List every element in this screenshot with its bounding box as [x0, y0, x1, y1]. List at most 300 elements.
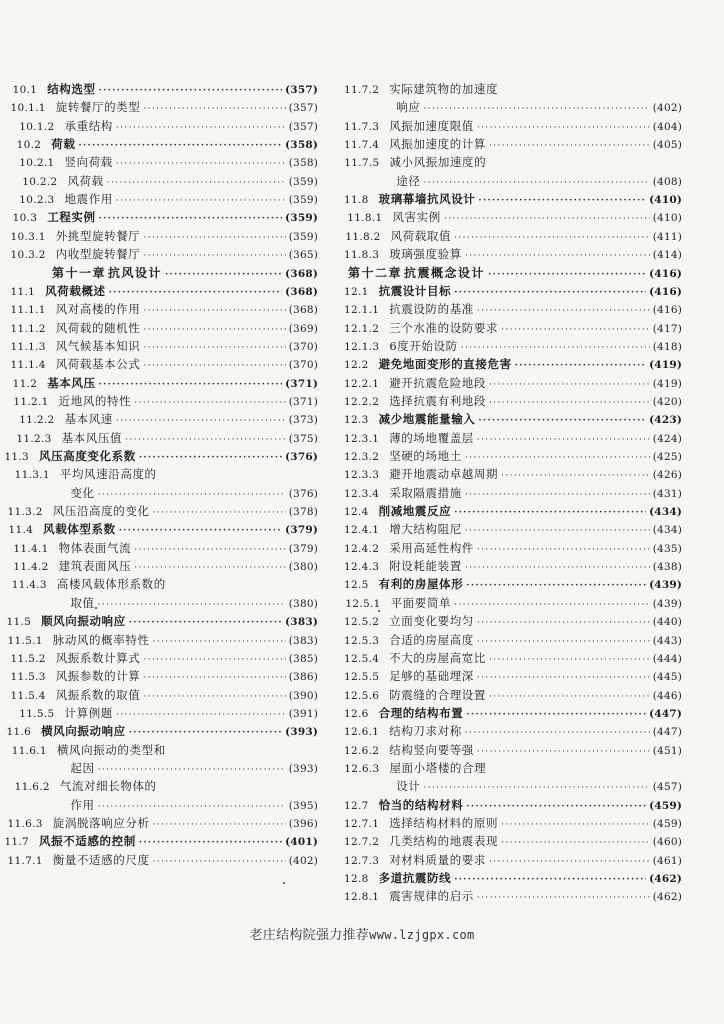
page-number: (435)	[652, 542, 682, 555]
page-number: (446)	[652, 689, 682, 702]
page-number: (402)	[288, 854, 318, 867]
toc-entry	[344, 338, 724, 355]
section-title: 风振加速度限值	[389, 118, 474, 133]
section-number: 11.2	[12, 377, 38, 390]
section-number: 11.1.4	[10, 359, 46, 372]
toc-entry	[344, 521, 724, 538]
section-number: 11.1.3	[10, 340, 46, 353]
page-number: (396)	[288, 818, 318, 830]
page-number: (390)	[288, 689, 318, 702]
section-title: 取值	[70, 595, 95, 610]
page-number: (447)	[649, 707, 682, 720]
section-number: 10.1.1	[10, 102, 46, 115]
section-number: 11.7.3	[344, 120, 380, 133]
toc-entry	[0, 99, 340, 116]
section-title: 起因	[70, 760, 95, 775]
toc-entry	[0, 852, 340, 869]
leader-dots	[465, 725, 650, 742]
page-number: (434)	[649, 506, 682, 519]
leader-dots	[501, 322, 650, 339]
leader-dots	[488, 267, 646, 284]
toc-entry	[0, 246, 340, 263]
section-number: 11.7.5	[344, 157, 380, 170]
leader-dots	[477, 670, 650, 687]
section-title: 平面要简单	[390, 595, 452, 610]
toc-entry	[344, 540, 724, 557]
page-number: (416)	[649, 285, 682, 298]
page-number: (371)	[285, 377, 318, 390]
page-number: (424)	[652, 432, 682, 445]
section-title: 合适的房屋高度	[389, 632, 474, 647]
page-number: (368)	[285, 267, 318, 280]
toc-entry	[344, 595, 724, 612]
page-number: (371)	[288, 395, 318, 408]
toc-entry	[0, 301, 340, 318]
toc-entry	[344, 632, 724, 649]
toc-entry	[344, 558, 724, 575]
leader-dots	[125, 432, 286, 449]
leader-dots	[454, 597, 650, 614]
toc-entry	[0, 283, 340, 300]
leader-dots	[478, 413, 646, 430]
page-number: (459)	[652, 818, 682, 830]
page-number: (439)	[652, 597, 682, 610]
section-number: 12.1.3	[344, 340, 380, 353]
toc-entry	[344, 136, 724, 153]
section-number: 11.6.3	[7, 818, 43, 830]
section-title: 采用高延性构件	[389, 540, 474, 555]
leader-dots	[134, 542, 286, 559]
leader-dots	[98, 597, 286, 614]
section-title: 衡量不适感的尺度	[52, 852, 150, 867]
section-number: 11.8.1	[347, 212, 383, 225]
toc-entry	[344, 742, 724, 759]
toc-entry	[344, 393, 724, 410]
leader-dots	[99, 377, 283, 394]
section-number: 11.5.4	[10, 689, 46, 702]
page-number: (445)	[652, 671, 682, 684]
toc-entry	[0, 632, 340, 649]
toc-entry	[0, 705, 340, 722]
section-title: 物体表面气流	[58, 540, 132, 555]
page-number: (393)	[285, 726, 318, 739]
leader-dots	[153, 505, 286, 522]
page-number: (386)	[288, 671, 318, 684]
page-number: (439)	[649, 579, 682, 592]
toc-entry	[344, 99, 724, 116]
section-number: 12.8.1	[344, 891, 380, 904]
section-title: 基本风压	[47, 375, 96, 390]
leader-dots	[478, 193, 646, 210]
page-number: (405)	[652, 139, 682, 152]
toc-entry	[344, 209, 724, 226]
page-number: (376)	[288, 487, 318, 500]
toc-entry	[344, 705, 724, 722]
page-number: (444)	[652, 652, 682, 665]
page-number: (410)	[649, 194, 682, 207]
leader-dots	[116, 156, 286, 173]
section-number: 12.2.2	[344, 395, 380, 408]
page-number: (457)	[652, 781, 682, 794]
section-title: 玻璃强度验算	[389, 247, 462, 262]
leader-dots	[143, 652, 285, 669]
section-number: 12.5.4	[344, 652, 380, 665]
page-number: (375)	[288, 432, 318, 445]
leader-dots	[454, 230, 650, 247]
leader-dots	[116, 707, 286, 724]
leader-dots	[134, 395, 286, 412]
section-number: 12.3	[344, 414, 369, 427]
section-number: 11.5	[6, 616, 32, 629]
toc-entry	[0, 154, 340, 171]
toc-chapter-entry	[344, 265, 724, 282]
section-number: 11.4.3	[11, 579, 47, 592]
leader-dots	[165, 267, 282, 284]
section-title: 足够的基础埋深	[389, 669, 474, 684]
toc-entry	[0, 375, 340, 392]
section-title: 竖向荷载	[64, 155, 113, 170]
leader-dots	[466, 799, 646, 816]
leader-dots	[489, 138, 650, 155]
footer-watermark	[0, 924, 724, 943]
section-title: 作用	[70, 797, 95, 812]
toc-entry	[344, 448, 724, 465]
section-title: 风振加速度的计算	[389, 137, 487, 152]
section-number: 12.1.1	[344, 304, 380, 317]
page-number: (417)	[652, 322, 682, 335]
toc-entry	[0, 430, 340, 447]
section-number: 10.2.3	[19, 194, 55, 207]
section-title: 风振不适感的控制	[39, 834, 136, 849]
scan-speck	[95, 607, 97, 609]
page-number: (461)	[652, 854, 682, 867]
toc-entry	[0, 595, 340, 612]
section-number: 11.6	[6, 726, 32, 739]
toc-chapter-entry	[0, 265, 340, 282]
toc-entry	[344, 154, 724, 171]
page-number: (447)	[652, 726, 682, 739]
page-number: (462)	[649, 873, 682, 886]
section-title: 屋面小塔楼的合理	[389, 760, 487, 775]
section-number: 12.1	[344, 285, 369, 298]
toc-entry	[344, 870, 724, 887]
leader-dots	[423, 175, 649, 192]
toc-entry	[344, 375, 724, 392]
toc-entry	[344, 320, 724, 337]
page-number: (462)	[652, 891, 682, 904]
leader-dots	[444, 211, 650, 228]
section-title: 附设耗能装置	[389, 559, 462, 574]
leader-dots	[78, 138, 282, 155]
toc-entry	[344, 356, 724, 373]
leader-dots	[461, 340, 650, 357]
section-number: 10.3.2	[10, 249, 46, 262]
section-title: 结构竖向要等强	[389, 742, 474, 757]
section-number: 10.2	[16, 139, 42, 152]
page-number: (416)	[652, 304, 682, 317]
page-number: (411)	[652, 230, 682, 243]
page-number: (414)	[652, 249, 682, 262]
page-number: (383)	[285, 616, 318, 629]
leader-dots	[143, 230, 285, 247]
page-number: (395)	[288, 799, 318, 812]
leader-dots	[465, 248, 650, 265]
toc-entry	[344, 613, 724, 630]
leader-dots	[119, 523, 282, 540]
section-title: 实际建筑物的加速度	[389, 82, 499, 96]
leader-dots	[465, 450, 650, 467]
section-title: 抗风设计	[108, 265, 163, 280]
leader-dots	[489, 395, 650, 412]
section-title: 建筑表面风压	[58, 559, 132, 574]
toc-entry	[0, 466, 340, 483]
section-number: 11.1.1	[10, 304, 46, 317]
section-title: 几类结构的地震表现	[389, 834, 499, 849]
section-number: 12.3.3	[344, 469, 380, 482]
section-number: 11.6.2	[14, 781, 50, 794]
page-number: (370)	[288, 359, 318, 372]
section-title: 高楼风载体形系数的	[56, 577, 166, 592]
leader-dots	[477, 615, 650, 632]
leader-dots	[98, 487, 286, 504]
leader-dots	[477, 303, 650, 320]
section-title: 减小风振加速度的	[389, 155, 487, 170]
toc-entry	[0, 136, 340, 153]
toc-entry	[0, 815, 340, 832]
leader-dots	[477, 634, 650, 651]
section-number: 12.7	[344, 799, 369, 812]
toc-entry	[0, 760, 340, 777]
section-title: 坚硬的场地土	[389, 449, 462, 463]
toc-entry	[0, 503, 340, 520]
section-number: 12.5.3	[344, 634, 380, 647]
leader-dots	[143, 689, 285, 706]
section-title: 风压沿高度的变化	[52, 504, 150, 519]
section-number: 11.5.5	[19, 707, 55, 720]
leader-dots	[489, 652, 650, 669]
section-title: 风害实例	[392, 210, 441, 225]
section-title: 风振系数的取值	[55, 687, 141, 702]
section-number: 12.8	[344, 873, 369, 886]
page-number: (376)	[285, 451, 318, 463]
leader-dots	[129, 725, 282, 742]
page-number: (378)	[288, 506, 318, 519]
section-title: 风载体型系数	[43, 522, 116, 537]
page-number: (440)	[652, 616, 682, 629]
leader-dots	[465, 487, 650, 504]
section-number: 11.2.1	[13, 395, 49, 408]
leader-dots	[116, 413, 286, 430]
toc-entry	[344, 503, 724, 520]
section-number: 12.4.3	[344, 561, 380, 574]
section-number: 11.4.2	[13, 561, 49, 574]
toc-entry	[344, 246, 724, 263]
section-number: 12.6.1	[344, 726, 380, 739]
section-title: 基本风压值	[61, 430, 123, 445]
toc-entry	[0, 797, 340, 814]
section-number: 11.1.2	[10, 322, 46, 335]
page-number: (438)	[652, 561, 682, 574]
toc-entry	[0, 668, 340, 685]
leader-dots	[423, 780, 649, 797]
section-title: 结构刀求对称	[389, 724, 462, 739]
section-number: 12.4	[344, 506, 369, 519]
section-number: 12.5.2	[344, 616, 380, 629]
leader-dots	[477, 542, 650, 559]
toc-entry	[344, 888, 724, 905]
section-title: 不大的房屋高宽比	[389, 650, 487, 665]
leader-dots	[515, 358, 646, 375]
leader-dots	[143, 322, 285, 339]
toc-entry	[344, 797, 724, 814]
section-title: 变化	[70, 485, 95, 500]
section-title: 横风向振动的类型和	[56, 742, 166, 757]
section-title: 近地风的特性	[58, 393, 132, 408]
section-title: 震害规律的启示	[389, 889, 474, 904]
page-number: (443)	[652, 634, 682, 647]
toc-entry	[0, 558, 340, 575]
section-number: 11.2.3	[16, 432, 52, 445]
toc-entry	[0, 521, 340, 538]
section-title: 外挑型旋转餐厅	[55, 228, 141, 243]
section-number: 12.5	[344, 579, 369, 592]
page-number: (416)	[649, 267, 682, 280]
toc-entry	[0, 742, 340, 759]
leader-dots	[465, 560, 650, 577]
section-title: 风对高楼的作用	[55, 302, 141, 317]
section-number: 11.7.2	[344, 84, 380, 96]
page-number: (423)	[649, 414, 682, 427]
page-number: (368)	[285, 285, 318, 298]
leader-dots	[489, 689, 650, 706]
section-title: 避免地面变形的直接危害	[378, 357, 512, 372]
page-number: (385)	[288, 652, 318, 665]
toc-entry	[344, 301, 724, 318]
toc-entry	[344, 760, 724, 777]
toc-entry	[344, 815, 724, 832]
section-title: 顺风向振动响应	[41, 614, 126, 629]
section-title: 地震作用	[64, 192, 113, 207]
page-number: (459)	[649, 799, 682, 812]
leader-dots	[423, 101, 649, 118]
section-number: 12.1.2	[344, 322, 380, 335]
section-number: 第十一章	[52, 265, 107, 280]
page-number: (359)	[288, 175, 318, 188]
section-title: 选择抗震有利地段	[389, 393, 487, 408]
section-title: 承重结构	[64, 118, 113, 133]
section-title: 对材料质量的要求	[389, 852, 487, 867]
leader-dots	[139, 450, 282, 467]
toc-entry	[344, 485, 724, 502]
leader-dots	[489, 854, 650, 871]
section-number: 12.2	[344, 359, 369, 372]
toc-entry	[0, 576, 340, 593]
toc-entry	[0, 173, 340, 190]
section-number: 12.6.2	[344, 744, 380, 757]
toc-entry	[344, 833, 724, 850]
page-number: (419)	[649, 359, 682, 372]
toc-entry	[344, 81, 724, 98]
leader-dots	[139, 835, 282, 852]
section-number: 10.1	[12, 84, 38, 96]
page-number: (365)	[288, 249, 318, 262]
page-number: (383)	[288, 634, 318, 647]
toc-entry	[0, 209, 340, 226]
section-number: 11.8	[344, 194, 369, 207]
toc-entry	[344, 650, 724, 667]
section-number: 11.4.1	[13, 542, 49, 555]
section-title: 风气候基本知识	[55, 338, 141, 353]
section-number: 12.5.6	[344, 689, 380, 702]
leader-dots	[466, 707, 646, 724]
page-number: (380)	[288, 597, 318, 610]
leader-dots	[489, 377, 650, 394]
leader-dots	[129, 615, 282, 632]
leader-dots	[143, 101, 285, 118]
section-title: 风荷载基本公式	[55, 357, 141, 372]
section-title: 抗震设防的基准	[389, 302, 474, 317]
leader-dots	[501, 835, 650, 852]
section-title: 途径	[396, 173, 421, 188]
toc-entry	[0, 687, 340, 704]
page-number: (460)	[652, 836, 682, 849]
leader-dots	[153, 634, 286, 651]
section-number: 10.3.1	[10, 230, 46, 243]
toc-entry	[344, 430, 724, 447]
leader-dots	[143, 303, 285, 320]
page-number: (431)	[652, 487, 682, 500]
section-number: 11.5.3	[10, 671, 46, 684]
toc-entry	[344, 118, 724, 135]
leader-dots	[477, 744, 650, 761]
section-number: 第十二章	[348, 265, 403, 280]
section-title: 旋转餐厅的类型	[55, 100, 141, 115]
leader-dots	[501, 817, 650, 834]
section-title: 基本风速	[64, 412, 113, 427]
toc-entry	[0, 393, 340, 410]
leader-dots	[466, 578, 646, 595]
page-number: (379)	[285, 524, 318, 537]
section-title: 结构选型	[47, 82, 96, 96]
page-number: (358)	[288, 157, 318, 170]
leader-dots	[143, 340, 285, 357]
page-number: (359)	[288, 194, 318, 207]
section-title: 恰当的结构材料	[378, 797, 464, 812]
section-number: 12.6	[344, 707, 369, 720]
page-number: (357)	[288, 102, 318, 115]
section-title: 计算例题	[64, 705, 113, 720]
leader-dots	[465, 523, 650, 540]
toc-entry	[344, 576, 724, 593]
section-number: 10.2.1	[19, 157, 55, 170]
page-number: (357)	[288, 120, 318, 133]
section-number: 12.5.5	[344, 671, 380, 684]
section-title: 6度开始设防	[389, 338, 458, 353]
page-number: (357)	[285, 84, 318, 96]
leader-dots	[477, 890, 650, 907]
toc-entry	[344, 778, 724, 795]
toc-entry	[344, 173, 724, 190]
section-title: 横风向振动响应	[41, 724, 126, 739]
toc-entry	[0, 338, 340, 355]
section-title: 多道抗震防线	[378, 871, 452, 886]
section-title: 合理的结构布置	[378, 705, 464, 720]
section-number: 11.2.2	[19, 414, 55, 427]
section-title: 玻璃幕墙抗风设计	[378, 192, 476, 207]
toc-entry	[0, 191, 340, 208]
footer-url: www.lzjgpx.com	[369, 928, 475, 942]
leader-dots	[477, 120, 650, 137]
